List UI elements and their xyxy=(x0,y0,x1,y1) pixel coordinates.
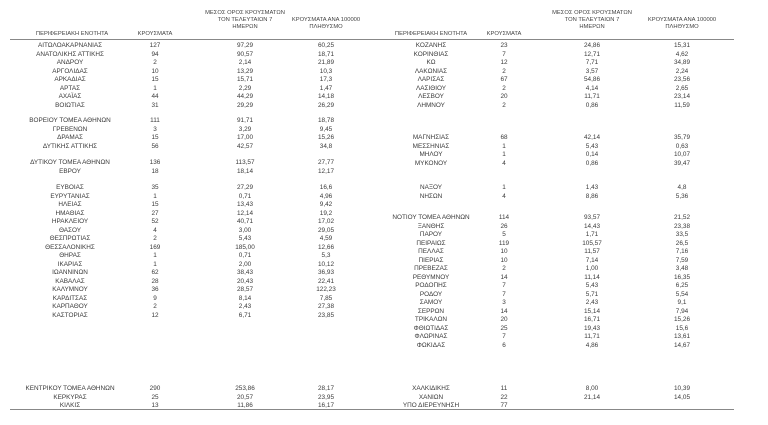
per100k-cell: 23,14 xyxy=(674,93,690,100)
avg-cell: 38,43 xyxy=(237,269,253,276)
per100k-cell: 29,05 xyxy=(318,226,334,234)
region-cell: ΓΡΕΒΕΝΩΝ xyxy=(52,125,88,133)
per100k-cell: 5,3 xyxy=(321,252,331,259)
cases-cell: 25 xyxy=(151,393,159,401)
cases-cell: 44 xyxy=(151,93,159,100)
avg-cell: 19,43 xyxy=(584,324,600,332)
avg-cell: 0,71 xyxy=(238,192,252,200)
region-cell: ΔΥΤΙΚΗΣ ΑΤΤΙΚΗΣ xyxy=(42,142,98,150)
per100k-cell: 15,31 xyxy=(674,42,690,49)
header-per100k-line2: ΠΛΗΘΥΣΜΟ xyxy=(665,24,699,30)
avg-cell: 28,57 xyxy=(237,286,253,293)
cases-cell: 1 xyxy=(502,142,506,150)
avg-cell: 0,14 xyxy=(585,151,599,158)
cases-cell: 1 xyxy=(153,192,157,200)
avg-cell: 6,71 xyxy=(238,311,252,319)
cases-cell: 13 xyxy=(151,402,159,409)
region-cell: ΔΥΤΙΚΟΥ ΤΟΜΕΑ ΑΘΗΝΩΝ xyxy=(30,159,110,166)
per100k-cell: 26,29 xyxy=(318,101,334,109)
avg-cell: 15,71 xyxy=(237,76,253,83)
region-cell: ΤΡΙΚΑΛΩΝ xyxy=(414,316,448,323)
header-region-left: ΠΕΡΙΦΕΡΕΙΑΚΗ ΕΝΟΤΗΤΑ xyxy=(35,31,109,37)
avg-cell: 185,00 xyxy=(235,243,255,251)
region-cell: ΞΑΝΘΗΣ xyxy=(417,222,445,230)
region-cell: ΘΕΣΣΑΛΟΝΙΚΗΣ xyxy=(45,243,95,251)
cases-cell: 14 xyxy=(500,307,508,315)
region-cell: ΧΑΛΚΙΔΙΚΗΣ xyxy=(412,385,450,392)
region-cell: ΦΩΚΙΔΑΣ xyxy=(416,341,446,349)
avg-cell: 7,14 xyxy=(585,256,599,264)
per100k-cell: 27,38 xyxy=(318,303,334,310)
cases-cell: 3 xyxy=(502,299,506,306)
cases-cell: 67 xyxy=(500,76,508,83)
avg-cell: 90,57 xyxy=(237,50,253,58)
per100k-cell: 9,1 xyxy=(677,299,687,306)
cases-cell: 119 xyxy=(498,239,510,247)
region-cell: ΑΡΓΟΛΙΔΑΣ xyxy=(52,67,88,75)
per100k-cell: 7,85 xyxy=(319,294,333,302)
cases-cell: 7 xyxy=(502,290,506,298)
header-per100k-right xyxy=(636,17,728,31)
header-per100k-line2: ΠΛΗΘΥΣΜΟ xyxy=(309,24,343,30)
header-per100k-line1: ΚΡΟΥΣΜΑΤΑ ΑΝΑ 100000 xyxy=(291,17,361,23)
region-cell: ΜΕΣΣΗΝΙΑΣ xyxy=(412,142,450,150)
per100k-cell: 34,8 xyxy=(319,142,333,150)
region-cell: ΚΕΡΚΥΡΑΣ xyxy=(53,393,87,401)
per100k-cell: 18,78 xyxy=(318,117,334,124)
region-cell: ΠΑΡΟΥ xyxy=(419,231,443,238)
avg-cell: 4,14 xyxy=(585,84,599,92)
region-cell: ΚΙΛΚΙΣ xyxy=(59,402,81,409)
region-cell: ΠΡΕΒΕΖΑΣ xyxy=(414,265,448,272)
region-cell: ΚΑΒΑΛΑΣ xyxy=(55,277,85,285)
cases-cell: 15 xyxy=(151,134,159,141)
per100k-cell: 23,95 xyxy=(318,393,334,401)
region-cell: ΙΩΑΝΝΙΝΩΝ xyxy=(52,269,88,276)
per100k-cell: 9,42 xyxy=(319,201,333,208)
cases-cell: 4 xyxy=(153,226,157,234)
avg-cell: 40,71 xyxy=(237,218,253,225)
per100k-cell: 3,48 xyxy=(675,265,689,272)
per100k-cell: 4,59 xyxy=(319,235,333,242)
per100k-cell: 35,79 xyxy=(674,134,690,141)
region-cell: ΘΕΣΠΡΩΤΙΑΣ xyxy=(49,235,91,242)
avg-cell: 5,43 xyxy=(585,142,599,150)
cases-cell: 22 xyxy=(500,393,508,401)
per100k-cell: 4,62 xyxy=(675,50,689,58)
region-cell: ΚΑΛΥΜΝΟΥ xyxy=(52,286,88,293)
per100k-cell: 19,2 xyxy=(319,209,333,217)
avg-cell: 8,00 xyxy=(585,385,599,392)
cases-cell: 20 xyxy=(500,93,508,100)
cases-cell: 169 xyxy=(149,243,161,251)
cases-cell: 6 xyxy=(502,341,506,349)
cases-cell: 77 xyxy=(500,402,508,409)
region-cell: ΡΟΔΟΠΗΣ xyxy=(415,282,447,289)
per100k-cell: 2,65 xyxy=(675,84,689,92)
avg-cell: 8,14 xyxy=(238,294,252,302)
per100k-cell: 4,96 xyxy=(319,192,333,200)
header-per100k-left xyxy=(283,17,369,31)
avg-cell: 1,00 xyxy=(585,265,599,272)
avg-cell: 1,43 xyxy=(585,184,599,191)
per100k-cell: 10,39 xyxy=(674,385,690,392)
cases-cell: 10 xyxy=(500,256,508,264)
cases-cell: 27 xyxy=(151,209,159,217)
header-avg-line2: ΤΟΝ ΤΕΛΕΥΤΑΙΩΝ 7 xyxy=(564,17,620,23)
header-avg-line2: ΤΟΝ ΤΕΛΕΥΤΑΙΩΝ 7 xyxy=(217,17,273,23)
per100k-cell: 21,89 xyxy=(318,59,334,66)
per100k-cell: 14,67 xyxy=(674,341,690,349)
region-cell: ΙΚΑΡΙΑΣ xyxy=(57,260,83,268)
avg-cell: 97,29 xyxy=(237,42,253,49)
per100k-cell: 16,35 xyxy=(674,273,690,281)
region-cell: ΛΑΚΩΝΙΑΣ xyxy=(414,67,448,75)
avg-cell: 2,43 xyxy=(238,303,252,310)
avg-cell: 20,43 xyxy=(237,277,253,285)
cases-cell: 28 xyxy=(151,277,159,285)
per100k-cell: 15,6 xyxy=(675,324,689,332)
region-cell: ΚΕΝΤΡΙΚΟΥ ΤΟΜΕΑ ΑΘΗΝΩΝ xyxy=(25,385,115,392)
cases-cell: 2 xyxy=(502,84,506,92)
header-cases-right: ΚΡΟΥΣΜΑΤΑ xyxy=(486,31,522,37)
avg-cell: 11,86 xyxy=(237,402,253,409)
avg-cell: 44,29 xyxy=(237,93,253,100)
cases-cell: 2 xyxy=(502,67,506,75)
cases-cell: 26 xyxy=(500,222,508,230)
region-cell: ΠΕΛΛΑΣ xyxy=(418,248,444,255)
per100k-cell: 17,3 xyxy=(319,76,333,83)
per100k-cell: 23,38 xyxy=(674,222,690,230)
per100k-cell: 13,61 xyxy=(674,333,690,340)
region-cell: ΛΕΣΒΟΥ xyxy=(418,93,444,100)
cases-cell: 2 xyxy=(502,265,506,272)
per100k-cell: 39,47 xyxy=(674,159,690,167)
avg-cell: 20,57 xyxy=(237,393,253,401)
avg-cell: 29,29 xyxy=(237,101,253,109)
avg-cell: 113,57 xyxy=(235,159,255,166)
cases-cell: 127 xyxy=(149,42,161,49)
per100k-cell: 22,41 xyxy=(318,277,334,285)
cases-cell: 12 xyxy=(151,311,159,319)
avg-cell: 8,86 xyxy=(585,192,599,200)
region-cell: ΑΝΔΡΟΥ xyxy=(56,59,84,66)
avg-cell: 11,14 xyxy=(584,273,600,281)
cases-cell: 114 xyxy=(498,214,510,221)
header-avg-left xyxy=(205,10,285,31)
avg-cell: 12,14 xyxy=(237,209,253,217)
region-cell: ΒΟΙΩΤΙΑΣ xyxy=(55,101,85,109)
per100k-cell: 122,23 xyxy=(316,286,336,293)
avg-cell: 54,86 xyxy=(584,76,600,83)
avg-cell: 105,57 xyxy=(582,239,602,247)
avg-cell: 24,86 xyxy=(584,42,600,49)
cases-cell: 56 xyxy=(151,142,159,150)
region-cell: ΘΑΣΟΥ xyxy=(58,226,82,234)
per100k-cell: 0,63 xyxy=(675,142,689,150)
cases-cell: 2 xyxy=(502,101,506,109)
region-cell: ΗΡΑΚΛΕΙΟΥ xyxy=(51,218,89,225)
header-per100k-line1: ΚΡΟΥΣΜΑΤΑ ΑΝΑ 100000 xyxy=(647,17,717,23)
per100k-cell: 10,12 xyxy=(318,260,334,268)
per100k-cell: 23,85 xyxy=(318,311,334,319)
region-cell: ΚΩ xyxy=(426,59,436,66)
per100k-cell: 11,59 xyxy=(674,101,690,109)
cases-cell: 15 xyxy=(151,201,159,208)
cases-cell: 9 xyxy=(153,294,157,302)
avg-cell: 0,86 xyxy=(585,159,599,167)
region-cell: ΕΥΒΟΙΑΣ xyxy=(56,184,84,191)
per100k-cell: 33,5 xyxy=(675,231,689,238)
region-cell: ΝΟΤΙΟΥ ΤΟΜΕΑ ΑΘΗΝΩΝ xyxy=(392,214,470,221)
per100k-cell: 5,54 xyxy=(675,290,689,298)
per100k-cell: 7,59 xyxy=(675,256,689,264)
cases-cell: 1 xyxy=(153,260,157,268)
cases-cell: 14 xyxy=(500,273,508,281)
cases-cell: 12 xyxy=(500,59,508,66)
per100k-cell: 12,17 xyxy=(318,167,334,175)
avg-cell: 18,14 xyxy=(237,167,253,175)
avg-cell: 2,43 xyxy=(585,299,599,306)
per100k-cell: 10,07 xyxy=(674,151,690,158)
cases-cell: 94 xyxy=(151,50,159,58)
region-cell: ΦΘΙΩΤΙΔΑΣ xyxy=(413,324,449,332)
cases-cell: 7 xyxy=(502,282,506,289)
cases-cell: 1 xyxy=(502,184,506,191)
region-cell: ΗΛΕΙΑΣ xyxy=(58,201,82,208)
cases-cell: 4 xyxy=(502,192,506,200)
per100k-cell: 4,8 xyxy=(677,184,687,191)
avg-cell: 4,86 xyxy=(585,341,599,349)
avg-cell: 12,71 xyxy=(584,50,600,58)
per100k-cell: 5,36 xyxy=(675,192,689,200)
cases-cell: 25 xyxy=(500,324,508,332)
avg-cell: 5,43 xyxy=(238,235,252,242)
header-divider xyxy=(10,39,734,40)
region-cell: ΚΑΣΤΟΡΙΑΣ xyxy=(52,311,88,319)
avg-cell: 5,43 xyxy=(585,282,599,289)
header-region-right: ΠΕΡΙΦΕΡΕΙΑΚΗ ΕΝΟΤΗΤΑ xyxy=(394,31,468,37)
cases-cell: 290 xyxy=(149,385,161,392)
cases-cell: 52 xyxy=(151,218,159,225)
per100k-cell: 21,52 xyxy=(674,214,690,221)
region-cell: ΚΟΖΑΝΗΣ xyxy=(415,42,447,49)
per100k-cell: 12,66 xyxy=(318,243,334,251)
header-avg-line1: ΜΕΣΟΣ ΟΡΟΣ ΚΡΟΥΣΜΑΤΩΝ xyxy=(205,10,285,16)
region-cell: ΗΜΑΘΙΑΣ xyxy=(55,209,85,217)
cases-cell: 31 xyxy=(151,101,159,109)
cases-cell: 20 xyxy=(500,316,508,323)
region-cell: ΥΠΟ ΔΙΕΡΕΥΝΗΣΗ xyxy=(402,402,460,409)
region-cell: ΚΟΡΙΝΘΙΑΣ xyxy=(413,50,449,58)
cases-cell: 1 xyxy=(153,252,157,259)
region-cell: ΚΑΡΠΑΘΟΥ xyxy=(52,303,88,310)
avg-cell: 91,71 xyxy=(237,117,253,124)
per100k-cell: 7,16 xyxy=(675,248,689,255)
avg-cell: 93,57 xyxy=(584,214,600,221)
region-cell: ΡΟΔΟΥ xyxy=(419,290,443,298)
per100k-cell: 60,25 xyxy=(318,42,334,49)
cases-cell: 10 xyxy=(500,248,508,255)
avg-cell: 27,29 xyxy=(237,184,253,191)
per100k-cell: 14,05 xyxy=(674,393,690,401)
cases-cell: 1 xyxy=(153,84,157,92)
region-cell: ΑΡΤΑΣ xyxy=(59,84,81,92)
region-cell: ΝΑΞΟΥ xyxy=(419,184,443,191)
region-cell: ΑΧΑΪΑΣ xyxy=(58,93,82,100)
per100k-cell: 7,94 xyxy=(675,307,689,315)
avg-cell: 3,57 xyxy=(585,67,599,75)
avg-cell: 21,14 xyxy=(584,393,600,401)
region-cell: ΜΗΛΟΥ xyxy=(419,151,443,158)
header-cases-left: ΚΡΟΥΣΜΑΤΑ xyxy=(137,31,173,37)
region-cell: ΑΡΚΑΔΙΑΣ xyxy=(54,76,86,83)
region-cell: ΔΡΑΜΑΣ xyxy=(57,134,83,141)
region-cell: ΣΑΜΟΥ xyxy=(419,299,443,306)
cases-cell: 136 xyxy=(149,159,161,166)
per100k-cell: 6,25 xyxy=(675,282,689,289)
cases-cell: 4 xyxy=(502,159,506,167)
region-cell: ΜΥΚΟΝΟΥ xyxy=(414,159,448,167)
region-cell: ΛΑΡΙΣΑΣ xyxy=(417,76,445,83)
per100k-cell: 23,56 xyxy=(674,76,690,83)
avg-cell: 14,43 xyxy=(584,222,600,230)
region-cell: ΘΗΡΑΣ xyxy=(59,252,81,259)
region-cell: ΠΕΙΡΑΙΩΣ xyxy=(416,239,446,247)
avg-cell: 42,57 xyxy=(237,142,253,150)
cases-cell: 62 xyxy=(151,269,159,276)
per100k-cell: 27,77 xyxy=(318,159,334,166)
cases-cell: 18 xyxy=(151,167,159,175)
per100k-cell: 15,26 xyxy=(318,134,334,141)
cases-cell: 68 xyxy=(500,134,508,141)
region-cell: ΕΒΡΟΥ xyxy=(59,167,81,175)
cases-cell: 5 xyxy=(502,231,506,238)
header-avg-line1: ΜΕΣΟΣ ΟΡΟΣ ΚΡΟΥΣΜΑΤΩΝ xyxy=(552,10,632,16)
avg-cell: 17,00 xyxy=(237,134,253,141)
region-cell: ΣΕΡΡΩΝ xyxy=(417,307,445,315)
per100k-cell: 17,02 xyxy=(318,218,334,225)
avg-cell: 7,71 xyxy=(585,59,599,66)
avg-cell: 13,29 xyxy=(237,67,253,75)
avg-cell: 2,00 xyxy=(238,260,252,268)
cases-cell: 3 xyxy=(153,125,157,133)
per100k-cell: 1,47 xyxy=(319,84,333,92)
per100k-cell: 16,17 xyxy=(318,402,334,409)
region-cell: ΚΑΡΔΙΤΣΑΣ xyxy=(52,294,88,302)
region-cell: ΦΛΩΡΙΝΑΣ xyxy=(414,333,448,340)
per100k-cell: 10,3 xyxy=(319,67,333,75)
cases-cell: 35 xyxy=(151,184,159,191)
cases-cell: 23 xyxy=(500,42,508,49)
avg-cell: 2,29 xyxy=(238,84,252,92)
avg-cell: 1,71 xyxy=(585,231,599,238)
cases-cell: 7 xyxy=(502,50,506,58)
cases-cell: 36 xyxy=(151,286,159,293)
avg-cell: 15,14 xyxy=(584,307,600,315)
header-avg-line3: ΗΜΕΡΩΝ xyxy=(579,24,605,30)
region-cell: ΠΙΕΡΙΑΣ xyxy=(418,256,444,264)
region-cell: ΜΑΓΝΗΣΙΑΣ xyxy=(412,134,450,141)
avg-cell: 11,57 xyxy=(584,248,600,255)
per100k-cell: 15,26 xyxy=(674,316,690,323)
cases-cell: 2 xyxy=(153,303,157,310)
region-cell: ΕΥΡΥΤΑΝΙΑΣ xyxy=(50,192,90,200)
cases-cell: 2 xyxy=(153,235,157,242)
per100k-cell: 16,6 xyxy=(319,184,333,191)
per100k-cell: 14,18 xyxy=(318,93,334,100)
avg-cell: 11,71 xyxy=(584,333,600,340)
region-cell: ΡΕΘΥΜΝΟΥ xyxy=(412,273,450,281)
per100k-cell: 36,93 xyxy=(318,269,334,276)
header-avg-line3: ΗΜΕΡΩΝ xyxy=(232,24,258,30)
avg-cell: 42,14 xyxy=(584,134,600,141)
per100k-cell: 34,89 xyxy=(674,59,690,66)
avg-cell: 2,14 xyxy=(238,59,252,66)
region-cell: ΑΙΤΩΛΟΑΚΑΡΝΑΝΙΑΣ xyxy=(37,42,103,49)
per100k-cell: 26,5 xyxy=(675,239,689,247)
avg-cell: 3,00 xyxy=(238,226,252,234)
cases-cell: 2 xyxy=(153,59,157,66)
cases-cell: 111 xyxy=(150,117,160,124)
avg-cell: 0,86 xyxy=(585,101,599,109)
per100k-cell: 28,17 xyxy=(318,385,334,392)
region-cell: ΛΗΜΝΟΥ xyxy=(417,101,445,109)
avg-cell: 11,71 xyxy=(584,93,600,100)
avg-cell: 3,29 xyxy=(238,125,252,133)
region-cell: ΑΝΑΤΟΛΙΚΗΣ ΑΤΤΙΚΗΣ xyxy=(36,50,104,58)
avg-cell: 5,71 xyxy=(585,290,599,298)
region-cell: ΧΑΝΙΩΝ xyxy=(418,393,444,401)
region-cell: ΛΑΣΙΘΙΟΥ xyxy=(415,84,447,92)
per100k-cell: 9,45 xyxy=(319,125,333,133)
per100k-cell: 2,24 xyxy=(675,67,689,75)
cases-cell: 10 xyxy=(151,67,159,75)
header-avg-right xyxy=(552,10,632,31)
cases-cell: 15 xyxy=(151,76,159,83)
per100k-cell: 18,71 xyxy=(318,50,334,58)
avg-cell: 0,71 xyxy=(238,252,252,259)
cases-cell: 7 xyxy=(502,333,506,340)
region-cell: ΒΟΡΕΙΟΥ ΤΟΜΕΑ ΑΘΗΝΩΝ xyxy=(29,117,111,124)
region-cell: ΝΗΣΩΝ xyxy=(419,192,443,200)
avg-cell: 16,71 xyxy=(584,316,600,323)
cases-cell: 11 xyxy=(500,385,508,392)
avg-cell: 253,86 xyxy=(235,385,255,392)
avg-cell: 13,43 xyxy=(237,201,253,208)
cases-cell: 1 xyxy=(502,151,506,158)
